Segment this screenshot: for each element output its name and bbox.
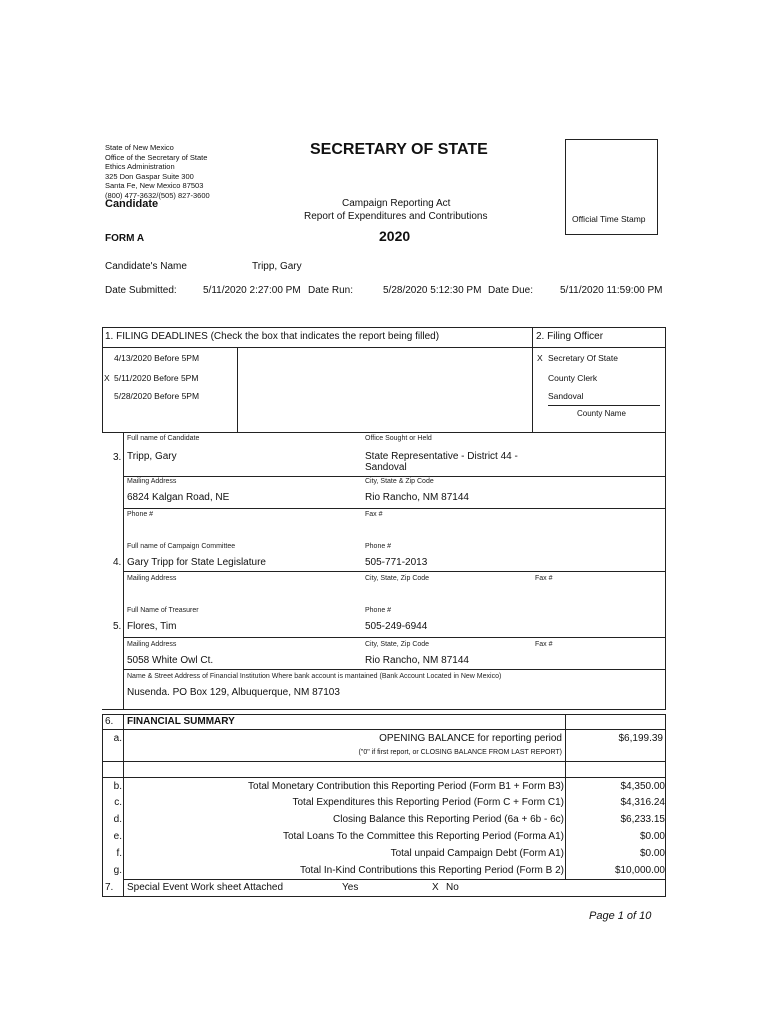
candidate-mailing-address[interactable]: 6824 Kalgan Road, NE bbox=[127, 492, 230, 503]
committee-name-label: Full name of Campaign Committee bbox=[127, 543, 236, 550]
special-event-no[interactable]: No bbox=[446, 882, 459, 893]
deadline-text: 4/13/2020 Before 5PM bbox=[114, 353, 200, 363]
agency-line: Santa Fe, New Mexico 87503 bbox=[105, 181, 204, 190]
opening-balance-note: ("0" if first report, or CLOSING BALANCE FROM LAST REPORT) bbox=[358, 749, 562, 756]
agency-line: Ethics Administration bbox=[105, 162, 175, 171]
committee-phone[interactable]: 505-771-2013 bbox=[365, 557, 428, 568]
city-state-zip-label: City, State, Zip Code bbox=[365, 641, 430, 648]
agency-line: (800) 477-3632/(505) 827-3600 bbox=[105, 190, 210, 200]
page-title: SECRETARY OF STATE bbox=[310, 141, 488, 158]
time-stamp-label: Official Time Stamp bbox=[572, 214, 646, 224]
candidate-full-name-label: Full name of Candidate bbox=[127, 435, 200, 442]
fax-label: Fax # bbox=[535, 575, 553, 582]
rule bbox=[237, 347, 238, 433]
section-number: 3. bbox=[113, 452, 122, 463]
mailing-address-label: Mailing Address bbox=[127, 575, 177, 582]
section-number: 4. bbox=[113, 557, 122, 568]
phone-label: Phone # bbox=[365, 543, 392, 550]
row-letter: f. bbox=[116, 848, 122, 859]
row-letter: b. bbox=[113, 781, 122, 792]
report-type: Report of Expenditures and Contributions bbox=[304, 211, 488, 222]
mailing-address-label: Mailing Address bbox=[127, 478, 177, 485]
row-label: Closing Balance this Reporting Period (6a + 6b - 6c) bbox=[333, 814, 564, 825]
date-submitted-label: Date Submitted: bbox=[105, 285, 177, 296]
officer-text: Sandoval bbox=[548, 391, 584, 401]
row-letter: e. bbox=[113, 831, 122, 842]
filing-deadlines-title: 1. FILING DEADLINES (Check the box that indicates the report being filled) bbox=[105, 331, 440, 342]
rule bbox=[102, 761, 666, 762]
act-name: Campaign Reporting Act bbox=[342, 198, 451, 209]
financial-summary-title: FINANCIAL SUMMARY bbox=[127, 716, 235, 727]
fax-label: Fax # bbox=[365, 511, 383, 518]
date-due-value: 5/11/2020 11:59:00 PM bbox=[560, 285, 663, 296]
row-label: Total Loans To the Committee this Reporting Period (Forma A1) bbox=[282, 831, 564, 842]
row-label: Total Monetary Contribution this Reporting Period (Form B1 + Form B3) bbox=[248, 781, 564, 792]
row-value[interactable]: $4,350.00 bbox=[620, 781, 665, 792]
rule bbox=[123, 714, 124, 897]
row-label: Total unpaid Campaign Debt (Form A1) bbox=[390, 848, 564, 859]
section-number: 6. bbox=[105, 716, 114, 727]
mailing-address-label: Mailing Address bbox=[127, 641, 177, 648]
candidate-name-label: Candidate's Name bbox=[105, 261, 187, 272]
officer-text: Secretary Of State bbox=[548, 353, 618, 363]
treasurer-phone[interactable]: 505-249-6944 bbox=[365, 621, 428, 632]
agency-line: 325 Don Gaspar Suite 300 bbox=[105, 171, 194, 181]
rule bbox=[665, 714, 666, 897]
row-letter: a. bbox=[113, 733, 122, 744]
fax-label: Fax # bbox=[535, 641, 553, 648]
county-value bbox=[537, 391, 583, 401]
office-sought-line2[interactable]: Sandoval bbox=[365, 462, 407, 473]
special-event-yes[interactable]: Yes bbox=[342, 882, 359, 893]
section-number: 5. bbox=[113, 621, 122, 632]
rule bbox=[123, 669, 666, 670]
deadline-option[interactable] bbox=[104, 353, 234, 363]
special-event-no-check[interactable]: X bbox=[432, 882, 439, 893]
row-letter: c. bbox=[114, 797, 122, 808]
candidate-city[interactable]: Rio Rancho, NM 87144 bbox=[365, 492, 469, 503]
officer-option[interactable] bbox=[537, 373, 597, 383]
treasurer-name[interactable]: Flores, Tim bbox=[127, 621, 177, 632]
bank-label: Name & Street Address of Financial Institution Where bank account is mantained (Bank Account Located in New Mexico) bbox=[127, 673, 502, 680]
rule bbox=[102, 327, 103, 433]
committee-name[interactable]: Gary Tripp for State Legislature bbox=[127, 557, 266, 568]
rule bbox=[123, 571, 666, 572]
opening-balance-label: OPENING BALANCE for reporting period bbox=[379, 733, 562, 744]
office-sought-line1[interactable]: State Representative - District 44 - bbox=[365, 451, 518, 462]
agency-line: State of New Mexico bbox=[105, 143, 174, 152]
deadline-option[interactable] bbox=[104, 373, 234, 383]
phone-label: Phone # bbox=[365, 607, 392, 614]
candidate-name-value: Tripp, Gary bbox=[252, 261, 302, 272]
filing-officer-title: 2. Filing Officer bbox=[536, 331, 604, 342]
rule bbox=[565, 714, 566, 879]
row-label: Total In-Kind Contributions this Reporting Period (Form B 2) bbox=[299, 865, 564, 876]
officer-text: County Clerk bbox=[548, 373, 598, 383]
section-number: 7. bbox=[105, 882, 114, 893]
rule bbox=[102, 432, 666, 433]
deadline-check: X bbox=[104, 373, 110, 383]
row-value[interactable]: $6,233.15 bbox=[620, 814, 665, 825]
special-event-label: Special Event Work sheet Attached bbox=[127, 882, 284, 893]
date-due-label: Date Due: bbox=[488, 285, 534, 296]
treasurer-name-label: Full Name of Treasurer bbox=[127, 607, 199, 614]
city-state-zip-label: City, State, Zip Code bbox=[365, 575, 430, 582]
row-value[interactable]: $4,316.24 bbox=[620, 797, 665, 808]
rule bbox=[532, 327, 533, 433]
rule bbox=[665, 327, 666, 433]
county-underline bbox=[548, 405, 660, 406]
rule bbox=[102, 729, 666, 730]
phone-label: Phone # bbox=[127, 511, 154, 518]
row-letter: g. bbox=[113, 865, 122, 876]
form-label: FORM A bbox=[105, 233, 145, 244]
rule bbox=[123, 637, 666, 638]
rule bbox=[102, 714, 666, 715]
rule bbox=[102, 347, 666, 348]
row-value[interactable]: $10,000.00 bbox=[614, 865, 665, 876]
report-year: 2020 bbox=[379, 228, 411, 244]
agency-line: Office of the Secretary of State bbox=[105, 152, 208, 162]
date-run-label: Date Run: bbox=[308, 285, 354, 296]
officer-check: X bbox=[537, 353, 543, 363]
rule bbox=[102, 896, 666, 897]
rule bbox=[123, 476, 666, 477]
rule bbox=[102, 777, 666, 778]
deadline-text: 5/11/2020 Before 5PM bbox=[114, 373, 199, 383]
deadline-option[interactable] bbox=[104, 391, 234, 401]
officer-option[interactable] bbox=[537, 353, 618, 363]
treasurer-city[interactable]: Rio Rancho, NM 87144 bbox=[365, 655, 469, 666]
candidate-heading: Candidate bbox=[105, 198, 159, 210]
rule bbox=[102, 327, 666, 328]
rule bbox=[123, 508, 666, 509]
opening-balance-value[interactable]: $6,199.39 bbox=[618, 733, 663, 744]
row-letter: d. bbox=[113, 814, 122, 825]
treasurer-mailing-address[interactable]: 5058 White Owl Ct. bbox=[127, 655, 214, 666]
rule bbox=[123, 879, 666, 880]
date-submitted-value: 5/11/2020 2:27:00 PM bbox=[203, 285, 301, 296]
deadline-text: 5/28/2020 Before 5PM bbox=[114, 391, 200, 401]
county-name-label: County Name bbox=[577, 409, 626, 418]
row-value[interactable]: $0.00 bbox=[639, 848, 665, 859]
date-run-value: 5/28/2020 5:12:30 PM bbox=[383, 285, 482, 296]
city-state-zip-label: City, State & Zip Code bbox=[365, 478, 434, 485]
bank-address[interactable]: Nusenda. PO Box 129, Albuquerque, NM 87103 bbox=[127, 687, 340, 698]
row-value[interactable]: $0.00 bbox=[639, 831, 665, 842]
office-sought-label: Office Sought or Held bbox=[365, 435, 432, 442]
page-number: Page 1 of 10 bbox=[589, 910, 652, 922]
row-label: Total Expenditures this Reporting Period (Form C + Form C1) bbox=[292, 797, 564, 808]
agency-address bbox=[105, 143, 210, 200]
rule bbox=[102, 709, 666, 710]
candidate-full-name[interactable]: Tripp, Gary bbox=[127, 451, 177, 462]
